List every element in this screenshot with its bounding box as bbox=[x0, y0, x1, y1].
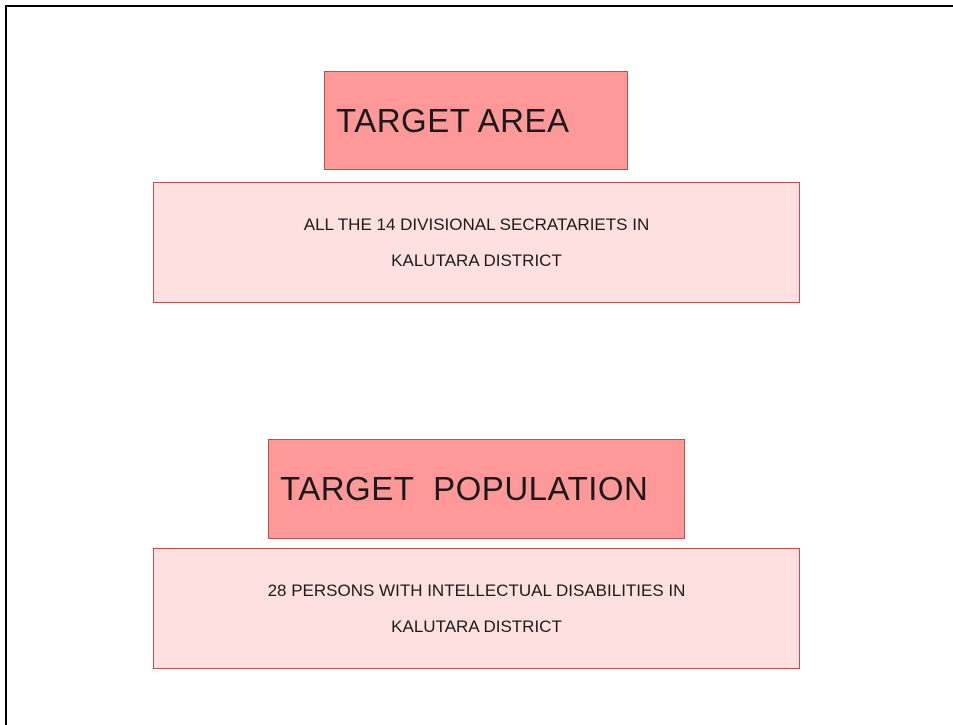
target-area-heading: TARGET AREA bbox=[324, 71, 628, 170]
target-area-detail-box bbox=[153, 182, 800, 303]
target-population-detail-box bbox=[153, 548, 800, 669]
target-area-detail-text: ALL THE 14 DIVISIONAL SECRATARIETS IN KALUTARA DISTRICT bbox=[303, 214, 650, 270]
target-population-detail-text: 28 PERSONS WITH INTELLECTUAL DISABILITIES IN KALUTARA DISTRICT bbox=[267, 580, 686, 636]
target-population-heading: TARGET POPULATION bbox=[268, 439, 685, 539]
